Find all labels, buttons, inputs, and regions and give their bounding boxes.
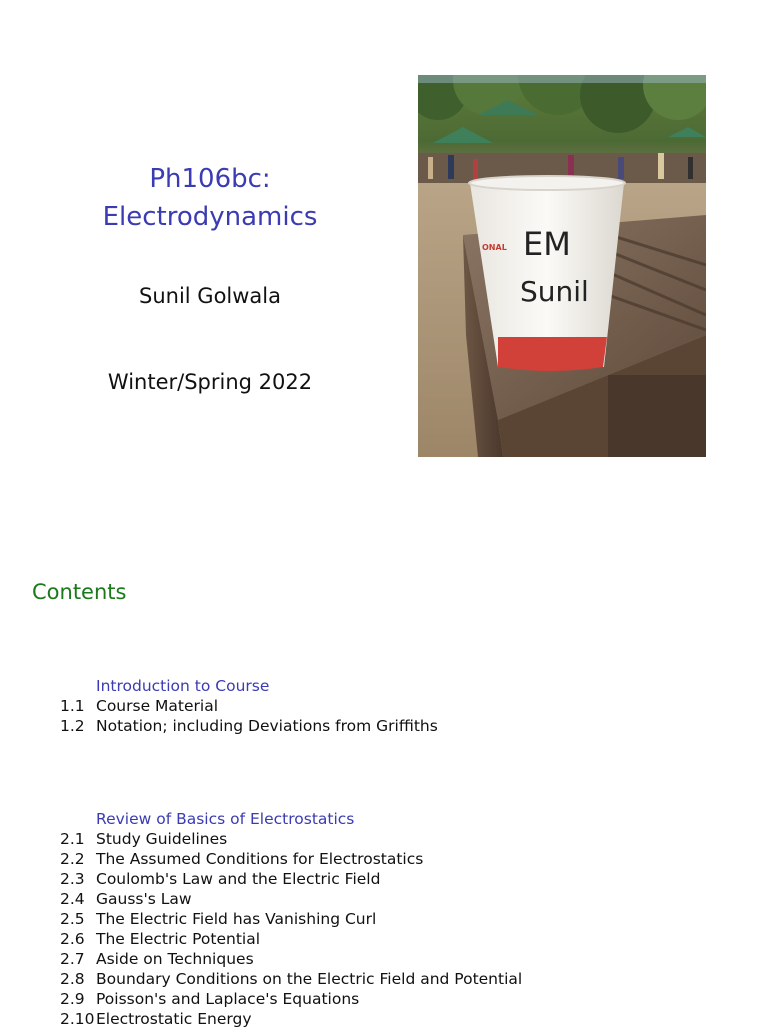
- toc-item[interactable]: [60, 869, 760, 889]
- cover-photo: [418, 75, 706, 457]
- toc-item-number: 2.3: [60, 870, 85, 888]
- toc-item-number: 2.2: [60, 850, 85, 868]
- toc-item-label: Poisson's and Laplace's Equations: [96, 990, 360, 1008]
- svg-text:ONAL: ONAL: [482, 243, 507, 252]
- toc-item-number: 2.1: [60, 830, 85, 848]
- toc-item[interactable]: [60, 889, 760, 909]
- toc-item-label: The Assumed Conditions for Electrostatics: [96, 850, 424, 868]
- toc-item[interactable]: [60, 969, 760, 989]
- toc-item[interactable]: [60, 849, 760, 869]
- toc-item-number: 1.1: [60, 697, 85, 715]
- toc-item[interactable]: [60, 1009, 760, 1029]
- toc-section-title[interactable]: Review of Basics of Electrostatics: [96, 810, 355, 828]
- toc-item-number: 2.8: [60, 970, 85, 988]
- term-date: Winter/Spring 2022: [107, 370, 313, 394]
- toc-item-label: Electrostatic Energy: [96, 1010, 252, 1028]
- cup-text-line-1: EM: [523, 225, 571, 263]
- toc-item[interactable]: [60, 949, 760, 969]
- toc-item[interactable]: [60, 929, 760, 949]
- toc-item-number: 2.9: [60, 990, 85, 1008]
- toc-item-label: Gauss's Law: [96, 890, 192, 908]
- toc-item-label: Boundary Conditions on the Electric Field and Potential: [96, 970, 523, 988]
- contents-heading: Contents: [32, 580, 127, 604]
- cup-text-line-2: Sunil: [520, 275, 589, 308]
- toc-item-label: The Electric Field has Vanishing Curl: [96, 910, 377, 928]
- toc-section-title[interactable]: Introduction to Course: [96, 677, 270, 695]
- toc-item[interactable]: [60, 829, 760, 849]
- title-block: [60, 160, 360, 394]
- toc-item-number: 2.4: [60, 890, 85, 908]
- document-title: [60, 160, 360, 236]
- toc-item-number: 2.6: [60, 930, 85, 948]
- toc-item[interactable]: [60, 909, 760, 929]
- toc-item[interactable]: [60, 716, 760, 736]
- toc-item[interactable]: [60, 696, 760, 716]
- author-name: Sunil Golwala: [139, 284, 281, 308]
- toc-item[interactable]: [60, 989, 760, 1009]
- toc-item-label: Coulomb's Law and the Electric Field: [96, 870, 381, 888]
- toc-item-number: 2.10: [60, 1010, 95, 1028]
- toc-section: [60, 676, 760, 736]
- title-line-1: Ph106bc:: [149, 164, 271, 194]
- toc-item-label: Aside on Techniques: [96, 950, 254, 968]
- toc-item-number: 2.7: [60, 950, 85, 968]
- toc-item-label: Study Guidelines: [96, 830, 228, 848]
- title-line-2: Electrodynamics: [102, 202, 318, 232]
- toc-item-label: Notation; including Deviations from Griffiths: [96, 717, 438, 735]
- toc-item-label: The Electric Potential: [96, 930, 261, 948]
- toc-item-number: 2.5: [60, 910, 85, 928]
- toc-item-number: 1.2: [60, 717, 85, 735]
- toc-item-label: Course Material: [96, 697, 219, 715]
- toc-section: [60, 809, 760, 1029]
